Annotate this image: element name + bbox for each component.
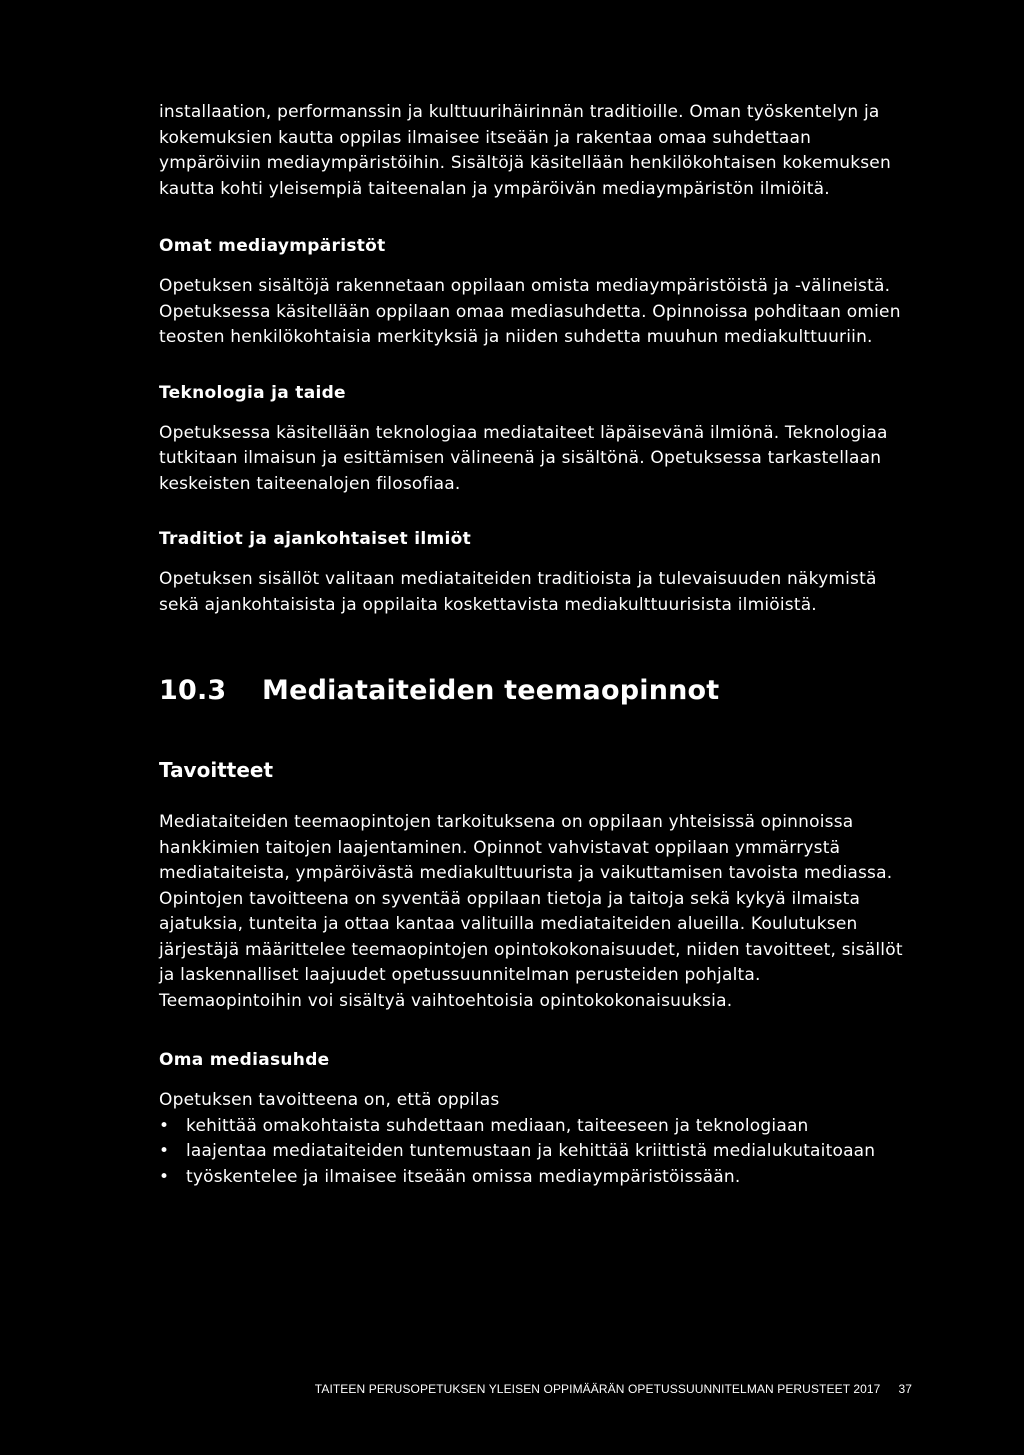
list-item-text: työskentelee ja ilmaisee itseään omissa mediaympäristöissään. xyxy=(186,1166,741,1187)
intro-paragraph: installaation, performanssin ja kulttuurihäirinnän traditioille. Oman työskentelyn ja kokemuksien kautta oppilas ilmaisee itseään ja rakentaa omaa suhdettaan ympäröiviin mediaympäristöihin. Sisältöjä käsitellään henkilökohtaisen kokemuksen kautta kohti yleisempiä taiteenalan ja ympäröivän mediaympäristön ilmiöitä. xyxy=(159,102,891,199)
section-text: Opetuksessa käsitellään teknologiaa mediataiteet läpäisevänä ilmiönä. Teknologiaa tutkitaan ilmaisun ja esittämisen välineenä ja sisältönä. Opetuksessa tarkastellaan keskeisten taiteenalojen filosofiaa. xyxy=(159,422,888,494)
section-omat-mediaymparistot xyxy=(159,234,904,351)
section-text: Opetuksen sisältöjä rakennetaan oppilaan omista mediaympäristöistä ja -välineistä. Opetuksessa käsitellään oppilaan omaa mediasuhdetta. Opinnoissa pohditaan omien teosten henkilökohtaisia merkityksiä ja niiden suhdetta muuhun mediakulttuuriin. xyxy=(159,276,901,347)
section-traditiot xyxy=(159,527,904,618)
list-item xyxy=(159,1114,904,1140)
page-number: 37 xyxy=(898,1382,912,1396)
list-item-text: laajentaa mediataiteiden tuntemustaan ja kehittää kriittistä medialukutaitoaan xyxy=(186,1141,876,1161)
list-item-text: kehittää omakohtaista suhdettaan mediaan, taiteeseen ja teknologiaan xyxy=(186,1115,809,1136)
bullet-list xyxy=(159,1114,904,1191)
goals-heading: Tavoitteet xyxy=(159,758,274,782)
goals-section xyxy=(159,756,904,1014)
chapter-number: 10.3 xyxy=(159,675,227,706)
chapter-heading xyxy=(159,674,904,708)
media-relation-lead: Opetuksen tavoitteena on, että oppilas xyxy=(159,1090,500,1110)
media-relation-heading: Oma mediasuhde xyxy=(159,1050,330,1070)
chapter-title: Mediataiteiden teemaopinnot xyxy=(262,675,720,706)
media-relation-section xyxy=(159,1048,904,1190)
bullet-icon: • xyxy=(159,1141,170,1161)
page-content xyxy=(159,100,904,1190)
section-heading: Omat mediaympäristöt xyxy=(159,236,386,256)
section-heading: Traditiot ja ajankohtaiset ilmiöt xyxy=(159,529,471,549)
section-heading: Teknologia ja taide xyxy=(159,382,346,403)
footer-title: TAITEEN PERUSOPETUKSEN YLEISEN OPPIMÄÄRÄN OPETUSSUUNNITELMAN PERUSTEET 2017 xyxy=(314,1382,881,1396)
page-footer xyxy=(272,1381,912,1397)
section-teknologia-ja-taide xyxy=(159,381,904,498)
bullet-icon: • xyxy=(159,1166,170,1187)
list-item xyxy=(159,1139,904,1165)
bullet-icon: • xyxy=(159,1115,170,1136)
section-text: Opetuksen sisällöt valitaan mediataiteiden traditioista ja tulevaisuuden näkymistä sekä ajankohtaisista ja oppilaita koskettavista mediakulttuurisista ilmiöistä. xyxy=(159,569,877,615)
list-item xyxy=(159,1165,904,1191)
goals-text: Mediataiteiden teemaopintojen tarkoituksena on oppilaan yhteisissä opinnoissa hankkimien taitojen laajentaminen. Opinnot vahvistavat oppilaan ymmärrystä mediataiteista, ympäröivästä mediakulttuurista ja vaikuttamisen tavoista mediassa. Opintojen tavoitteena on syventää oppilaan tietoja ja taitoja sekä kykyä ilmaista ajatuksia, tunteita ja ottaa kantaa valituilla mediataiteiden alueilla. Koulutuksen järjestäjä määrittelee teemaopintojen opintokokonaisuudet, niiden tavoitteet, sisällöt ja laskennalliset laajuudet opetussuunnitelman perusteiden pohjalta. Teemaopintoihin voi sisältyä vaihtoehtoisia opintokokonaisuuksia. xyxy=(159,812,903,1011)
